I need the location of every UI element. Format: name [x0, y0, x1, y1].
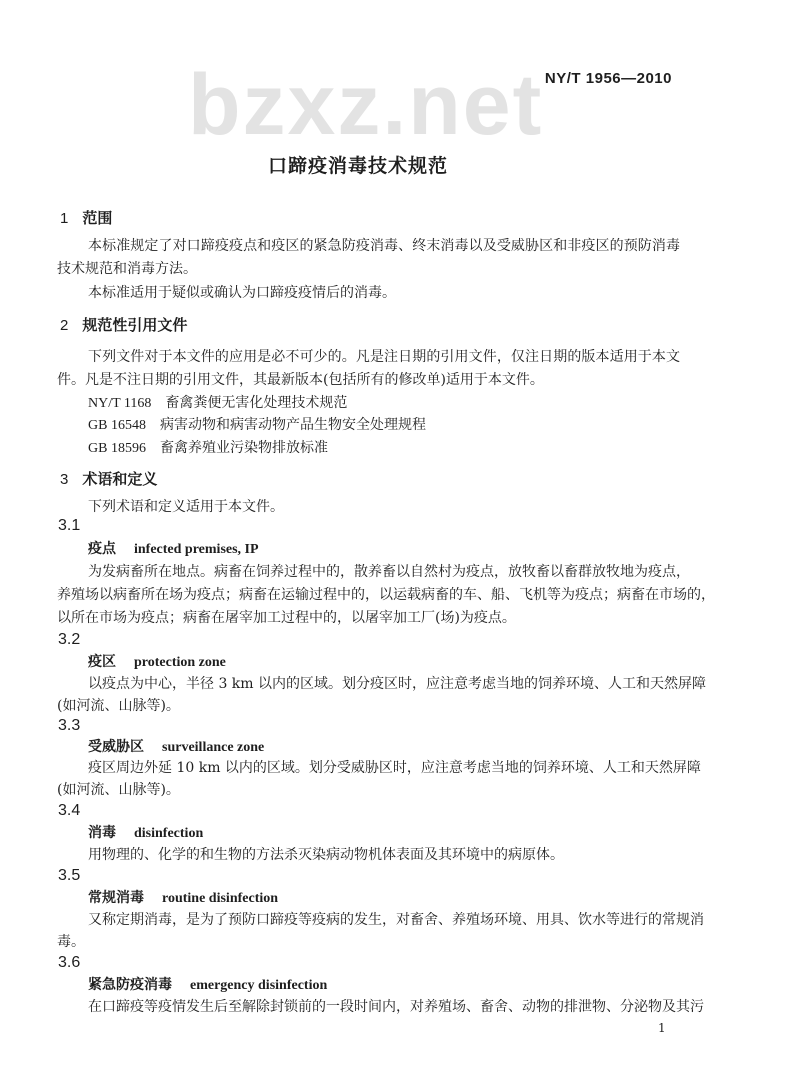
paragraph-line: (如河流、山脉等)。 [57, 698, 180, 714]
paragraph-line: 技术规范和消毒方法。 [57, 261, 197, 277]
paragraph-line: 养殖场以病畜所在场为疫点；病畜在运输过程中的，以运载病畜的车、船、飞机等为疫点；病畜在市场的， [57, 587, 715, 603]
reference-item: GB 18596 畜禽养殖业污染物排放标准 [88, 440, 328, 456]
term-number: 3.5 [58, 867, 81, 884]
paragraph-line: 本标准适用于疑似或确认为口蹄疫疫情后的消毒。 [88, 285, 396, 301]
paragraph-line: 疫区周边外延 10 km 以内的区域。划分受威胁区时，应注意考虑当地的饲养环境、人工和天然屏障 [88, 760, 701, 776]
term-heading: 受威胁区 surveillance zone [88, 739, 265, 755]
term-heading: 疫区 protection zone [88, 654, 226, 670]
standard-code: NY/T 1956—2010 [544, 70, 672, 87]
section-3-heading: 3 术语和定义 [60, 470, 158, 488]
term-number: 3.6 [58, 954, 81, 971]
paragraph-line: (如河流、山脉等)。 [57, 782, 180, 798]
paragraph-line: 以疫点为中心，半径 3 km 以内的区域。划分疫区时，应注意考虑当地的饲养环境、人工和天然屏障 [88, 676, 707, 692]
reference-item: GB 16548 病害动物和病害动物产品生物安全处理规程 [88, 417, 426, 433]
paragraph-line: 件。凡是不注日期的引用文件，其最新版本(包括所有的修改单)适用于本文件。 [57, 372, 544, 388]
page-number: 1 [658, 1021, 666, 1035]
term-number: 3.3 [58, 717, 81, 734]
term-number: 3.1 [58, 517, 81, 534]
paragraph-line: 以所在市场为疫点；病畜在屠宰加工过程中的，以屠宰加工厂(场)为疫点。 [57, 610, 516, 626]
term-heading: 紧急防疫消毒 emergency disinfection [88, 977, 328, 993]
paragraph-line: 为发病畜所在地点。病畜在饲养过程中的，散养畜以自然村为疫点，放牧畜以畜群放牧地为疫点， [88, 564, 690, 580]
paragraph-line: 下列术语和定义适用于本文件。 [88, 499, 284, 515]
paragraph-line: 在口蹄疫等疫情发生后至解除封锁前的一段时间内，对养殖场、畜舍、动物的排泄物、分泌物及其污 [88, 999, 704, 1015]
section-1-heading: 1 范围 [60, 209, 113, 227]
term-number: 3.4 [58, 802, 81, 819]
reference-item: NY/T 1168 畜禽粪便无害化处理技术规范 [88, 395, 348, 411]
term-heading: 常规消毒 routine disinfection [88, 890, 279, 906]
paragraph-line: 又称定期消毒，是为了预防口蹄疫等疫病的发生，对畜舍、养殖场环境、用具、饮水等进行的常规消 [88, 912, 704, 928]
paragraph-line: 下列文件对于本文件的应用是必不可少的。凡是注日期的引用文件，仅注日期的版本适用于本文 [88, 349, 680, 365]
watermark: bzxz.net [188, 57, 544, 153]
paragraph-line: 毒。 [57, 934, 85, 950]
paragraph-line: 本标准规定了对口蹄疫疫点和疫区的紧急防疫消毒、终末消毒以及受威胁区和非疫区的预防消毒 [88, 238, 680, 254]
section-2-heading: 2 规范性引用文件 [60, 316, 188, 334]
document-title: 口蹄疫消毒技术规范 [267, 155, 448, 177]
term-heading: 消毒 disinfection [88, 825, 204, 841]
term-heading: 疫点 infected premises, IP [88, 541, 259, 557]
term-number: 3.2 [58, 631, 81, 648]
paragraph-line: 用物理的、化学的和生物的方法杀灭染病动物机体表面及其环境中的病原体。 [88, 847, 564, 863]
